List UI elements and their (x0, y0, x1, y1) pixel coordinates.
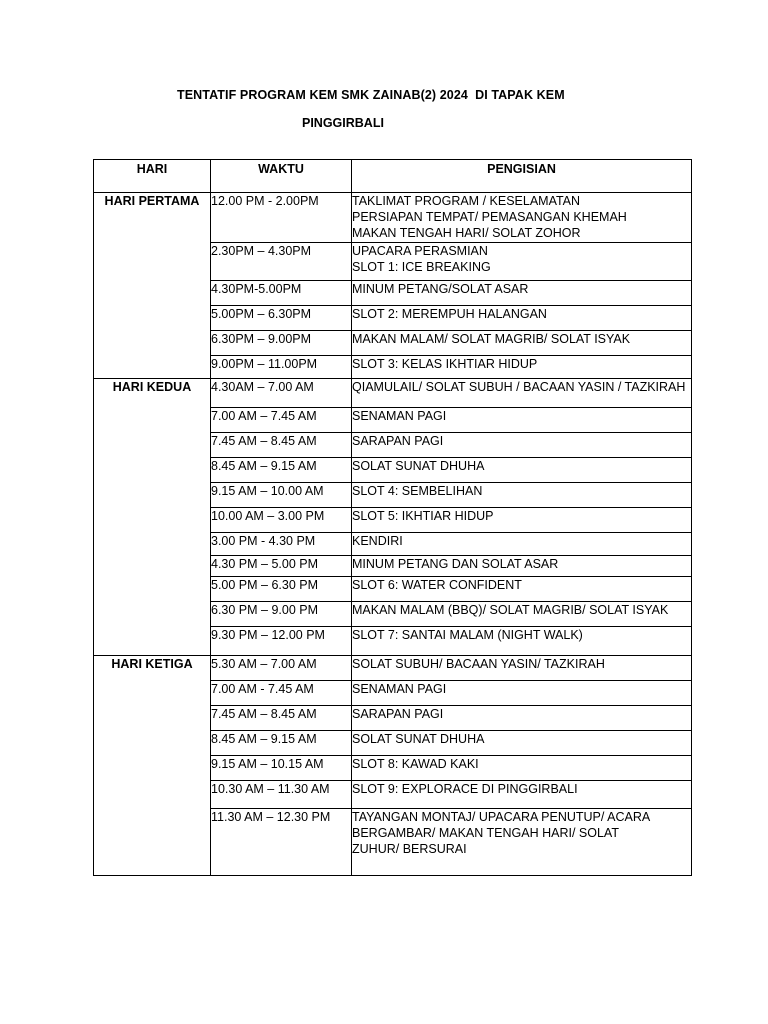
activity-cell (352, 408, 692, 433)
time-cell: 4.30PM-5.00PM (211, 281, 352, 306)
time-cell: 9.30 PM – 12.00 PM (211, 627, 352, 656)
activity-line: TAKLIMAT PROGRAM / KESELAMATAN (352, 194, 581, 208)
activity-line: SARAPAN PAGI (352, 434, 444, 448)
activity-line: MAKAN MALAM/ SOLAT MAGRIB/ SOLAT ISYAK (352, 332, 631, 346)
header-waktu: WAKTU (211, 160, 352, 193)
activity-cell (352, 756, 692, 781)
activity-cell (352, 731, 692, 756)
activity-line: SOLAT SUNAT DHUHA (352, 459, 485, 473)
activity-line: SLOT 8: KAWAD KAKI (352, 757, 479, 771)
table-row (94, 193, 692, 243)
activity-cell (352, 556, 692, 577)
activity-cell (352, 781, 692, 809)
activity-line: SLOT 3: KELAS IKHTIAR HIDUP (352, 357, 538, 371)
activity-cell (352, 706, 692, 731)
activity-cell (352, 656, 692, 681)
time-cell: 4.30AM – 7.00 AM (211, 379, 352, 408)
activity-line: BERGAMBAR/ MAKAN TENGAH HARI/ SOLAT (352, 826, 619, 840)
time-cell: 7.00 AM - 7.45 AM (211, 681, 352, 706)
time-cell: 11.30 AM – 12.30 PM (211, 809, 352, 876)
activity-cell (352, 627, 692, 656)
activity-cell (352, 433, 692, 458)
time-cell: 5.00 PM – 6.30 PM (211, 577, 352, 602)
time-cell: 2.30PM – 4.30PM (211, 243, 352, 281)
activity-cell (352, 243, 692, 281)
activity-line: KENDIRI (352, 534, 403, 548)
activity-line: MAKAN TENGAH HARI/ SOLAT ZOHOR (352, 226, 581, 240)
activity-line: MAKAN MALAM (BBQ)/ SOLAT MAGRIB/ SOLAT ISYAK (352, 603, 669, 617)
activity-line: QIAMULAIL/ SOLAT SUBUH / BACAAN YASIN / TAZKIRAH (352, 380, 686, 394)
time-cell: 12.00 PM - 2.00PM (211, 193, 352, 243)
activity-line: SOLAT SUNAT DHUHA (352, 732, 485, 746)
activity-cell (352, 193, 692, 243)
time-cell: 7.45 AM – 8.45 AM (211, 706, 352, 731)
table-row (94, 379, 692, 408)
header-row (94, 160, 692, 193)
time-cell: 8.45 AM – 9.15 AM (211, 731, 352, 756)
activity-cell (352, 458, 692, 483)
document-title-line-2: PINGGIRBALI (302, 116, 384, 130)
time-cell: 5.30 AM – 7.00 AM (211, 656, 352, 681)
activity-line: SLOT 1: ICE BREAKING (352, 260, 491, 274)
activity-cell (352, 356, 692, 379)
activity-line: ZUHUR/ BERSURAI (352, 842, 467, 856)
activity-cell (352, 602, 692, 627)
activity-cell (352, 306, 692, 331)
table-row (94, 656, 692, 681)
time-cell: 10.30 AM – 11.30 AM (211, 781, 352, 809)
activity-line: SENAMAN PAGI (352, 682, 447, 696)
time-cell: 7.45 AM – 8.45 AM (211, 433, 352, 458)
activity-line: TAYANGAN MONTAJ/ UPACARA PENUTUP/ ACARA (352, 810, 651, 824)
header-hari: HARI (94, 160, 211, 193)
activity-line: MINUM PETANG DAN SOLAT ASAR (352, 557, 559, 571)
time-cell: 9.00PM – 11.00PM (211, 356, 352, 379)
day-label: HARI KEDUA (94, 379, 211, 656)
activity-cell (352, 379, 692, 408)
activity-line: SLOT 6: WATER CONFIDENT (352, 578, 522, 592)
activity-line: SLOT 2: MEREMPUH HALANGAN (352, 307, 547, 321)
activity-line: UPACARA PERASMIAN (352, 244, 488, 258)
document-title: TENTATIF PROGRAM KEM SMK ZAINAB(2) 2024 DI TAPAK KEM (177, 88, 565, 102)
activity-line: SLOT 7: SANTAI MALAM (NIGHT WALK) (352, 628, 583, 642)
time-cell: 9.15 AM – 10.00 AM (211, 483, 352, 508)
activity-cell (352, 331, 692, 356)
activity-cell (352, 508, 692, 533)
activity-cell (352, 681, 692, 706)
activity-line: SOLAT SUBUH/ BACAAN YASIN/ TAZKIRAH (352, 657, 605, 671)
time-cell: 8.45 AM – 9.15 AM (211, 458, 352, 483)
time-cell: 3.00 PM - 4.30 PM (211, 533, 352, 556)
time-cell: 9.15 AM – 10.15 AM (211, 756, 352, 781)
activity-cell (352, 533, 692, 556)
activity-line: SLOT 5: IKHTIAR HIDUP (352, 509, 494, 523)
time-cell: 7.00 AM – 7.45 AM (211, 408, 352, 433)
time-cell: 4.30 PM – 5.00 PM (211, 556, 352, 577)
activity-cell (352, 483, 692, 508)
time-cell: 5.00PM – 6.30PM (211, 306, 352, 331)
activity-line: SLOT 9: EXPLORACE DI PINGGIRBALI (352, 782, 578, 796)
activity-line: MINUM PETANG/SOLAT ASAR (352, 282, 529, 296)
activity-cell (352, 577, 692, 602)
time-cell: 6.30PM – 9.00PM (211, 331, 352, 356)
schedule-body (94, 193, 692, 876)
activity-cell (352, 809, 692, 876)
header-pengisian: PENGISIAN (352, 160, 692, 193)
activity-cell (352, 281, 692, 306)
activity-line: SLOT 4: SEMBELIHAN (352, 484, 483, 498)
time-cell: 6.30 PM – 9.00 PM (211, 602, 352, 627)
time-cell: 10.00 AM – 3.00 PM (211, 508, 352, 533)
schedule-table (93, 159, 692, 876)
day-label: HARI KETIGA (94, 656, 211, 876)
activity-line: SARAPAN PAGI (352, 707, 444, 721)
day-label: HARI PERTAMA (94, 193, 211, 379)
activity-line: SENAMAN PAGI (352, 409, 447, 423)
activity-line: PERSIAPAN TEMPAT/ PEMASANGAN KHEMAH (352, 210, 627, 224)
